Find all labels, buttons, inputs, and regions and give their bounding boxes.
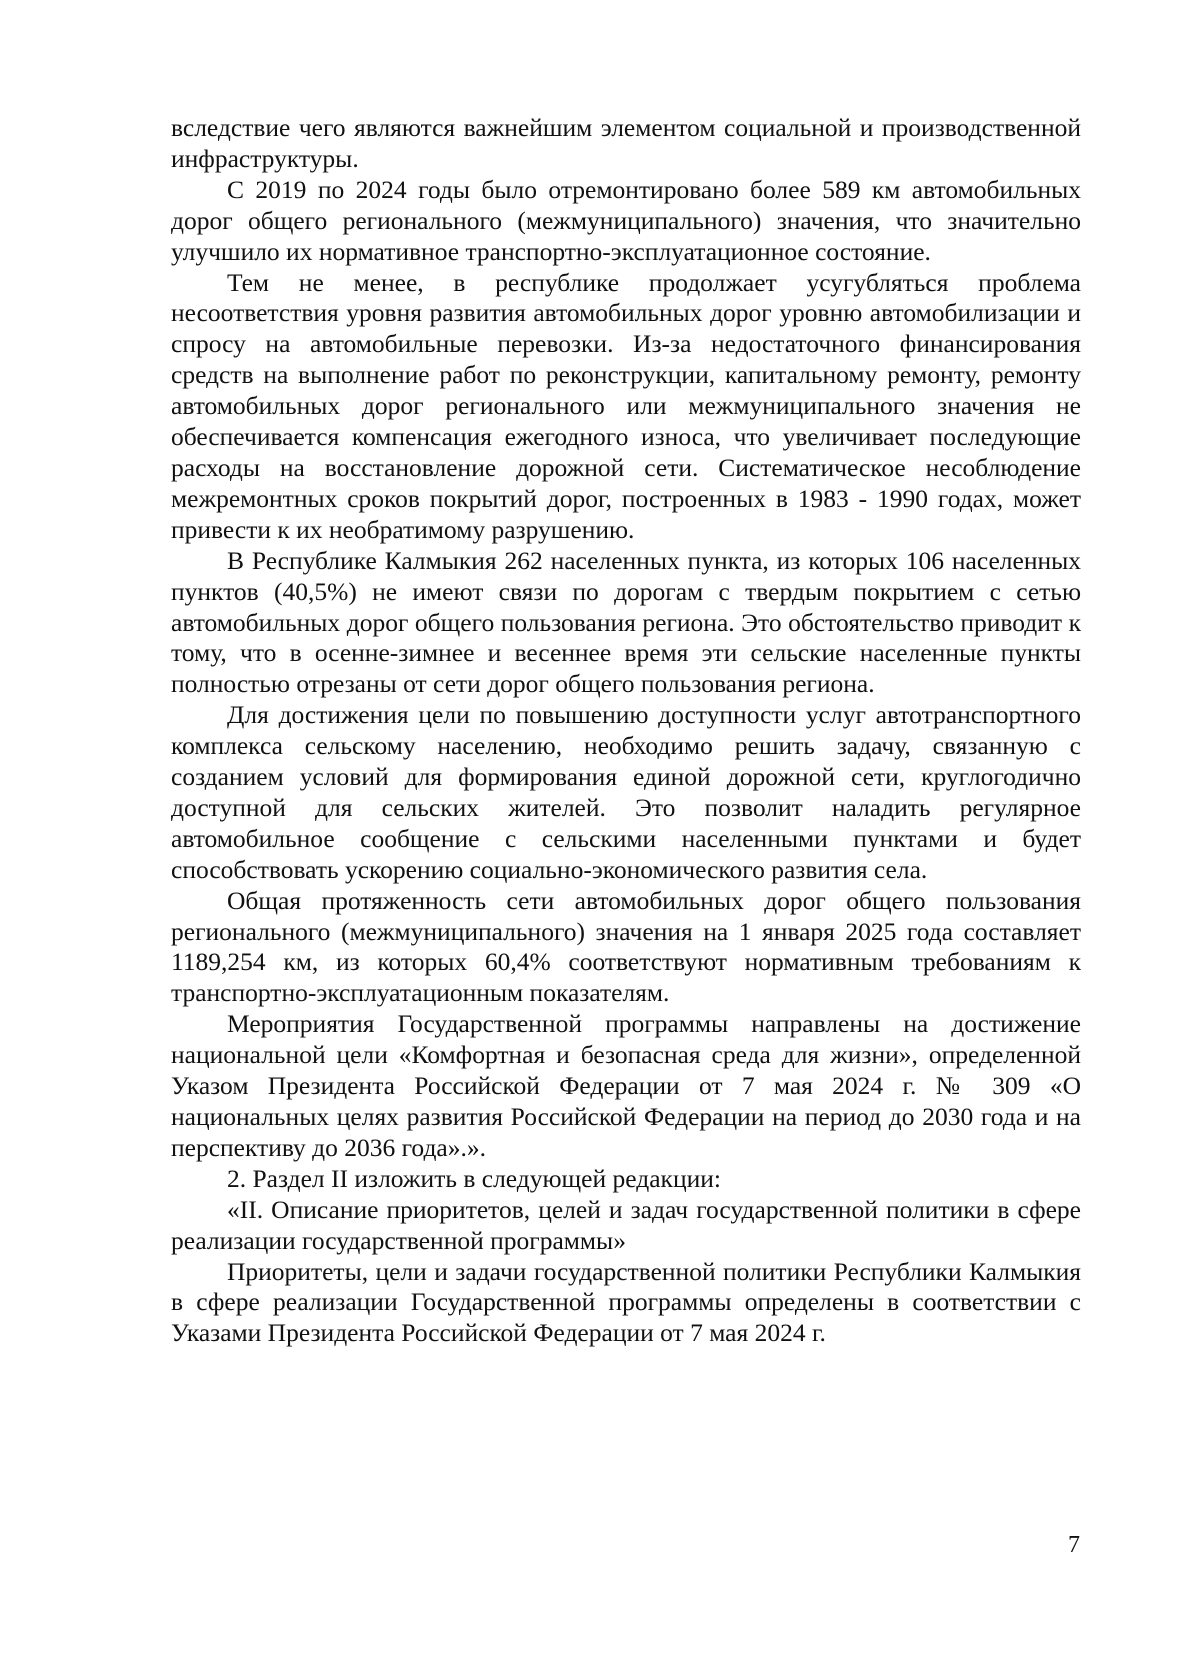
paragraph-continuation: вследствие чего являются важнейшим элементом социальной и производственной инфраструктуры. <box>171 113 1081 173</box>
paragraph-accessibility-goal: Для достижения цели по повышению доступности услуг автотранспортного комплекса сельскому населению, необходимо решить задачу, связанную с созданием условий для формирования единой дорожной сети, круглогодично доступной для сельских жителей. Это позволит наладить регулярное автомобильное сообщение с сельскими населенными пунктами и будет способствовать ускорению социально-экономического развития села. <box>171 700 1081 884</box>
page-number: 7 <box>1068 1532 1080 1558</box>
paragraph-network-length: Общая протяженность сети автомобильных дорог общего пользования регионального (межмуниципального) значения на 1 января 2025 года составляет 1189,254 км, из которых 60,4% соответствуют нормативным требованиям к транспортно-эксплуатационным показателям. <box>171 885 1081 1008</box>
section-heading: «II. Описание приоритетов, целей и задач государственной политики в сфере реализации государственной программы» <box>171 1194 1081 1255</box>
paragraph-section-amendment: 2. Раздел II изложить в следующей редакции: <box>227 1163 721 1193</box>
paragraph-road-problems: Тем не менее, в республике продолжает усугубляться проблема несоответствия уровня развития автомобильных дорог уровню автомобилизации и спросу на автомобильные перевозки. Из-за недостаточного финансирования средств на выполнение работ по реконструкции, капитальному ремонту, ремонту автомобильных дорог регионального или межмуниципального значения не обеспечивается компенсация ежегодного износа, что увеличивает последующие расходы на восстановление дорожной сети. Систематическое несоблюдение межремонтных сроков покрытий дорог, построенных в 1983 - 1990 годах, может привести к их необратимому разрушению. <box>171 267 1081 544</box>
paragraph-priorities: Приоритеты, цели и задачи государственной политики Республики Калмыкия в сфере реализации Государственной программы определены в соответствии с Указами Президента Российской Федерации от 7 мая 2024 г. <box>171 1256 1081 1348</box>
paragraph-roads-repaired: С 2019 по 2024 годы было отремонтировано более 589 км автомобильных дорог общего регионального (межмуниципального) значения, что значительно улучшило их нормативное транспортно-эксплуатационное состояние. <box>171 174 1081 266</box>
paragraph-settlements: В Республике Калмыкия 262 населенных пункта, из которых 106 населенных пунктов (40,5%) не имеют связи по дорогам с твердым покрытием с сетью автомобильных дорог общего пользования региона. Это обстоятельство приводит к тому, что в осенне-зимнее и весеннее время эти сельские населенные пункты полностью отрезаны от сети дорог общего пользования региона. <box>171 545 1081 699</box>
paragraph-national-goal: Мероприятия Государственной программы направлены на достижение национальной цели «Комфортная и безопасная среда для жизни», определенной Указом Президента Российской Федерации от 7 мая 2024 г. № 309 «О национальных целях развития Российской Федерации на период до 2030 года и на перспективу до 2036 года».». <box>171 1009 1081 1162</box>
document-body <box>171 113 1081 1349</box>
